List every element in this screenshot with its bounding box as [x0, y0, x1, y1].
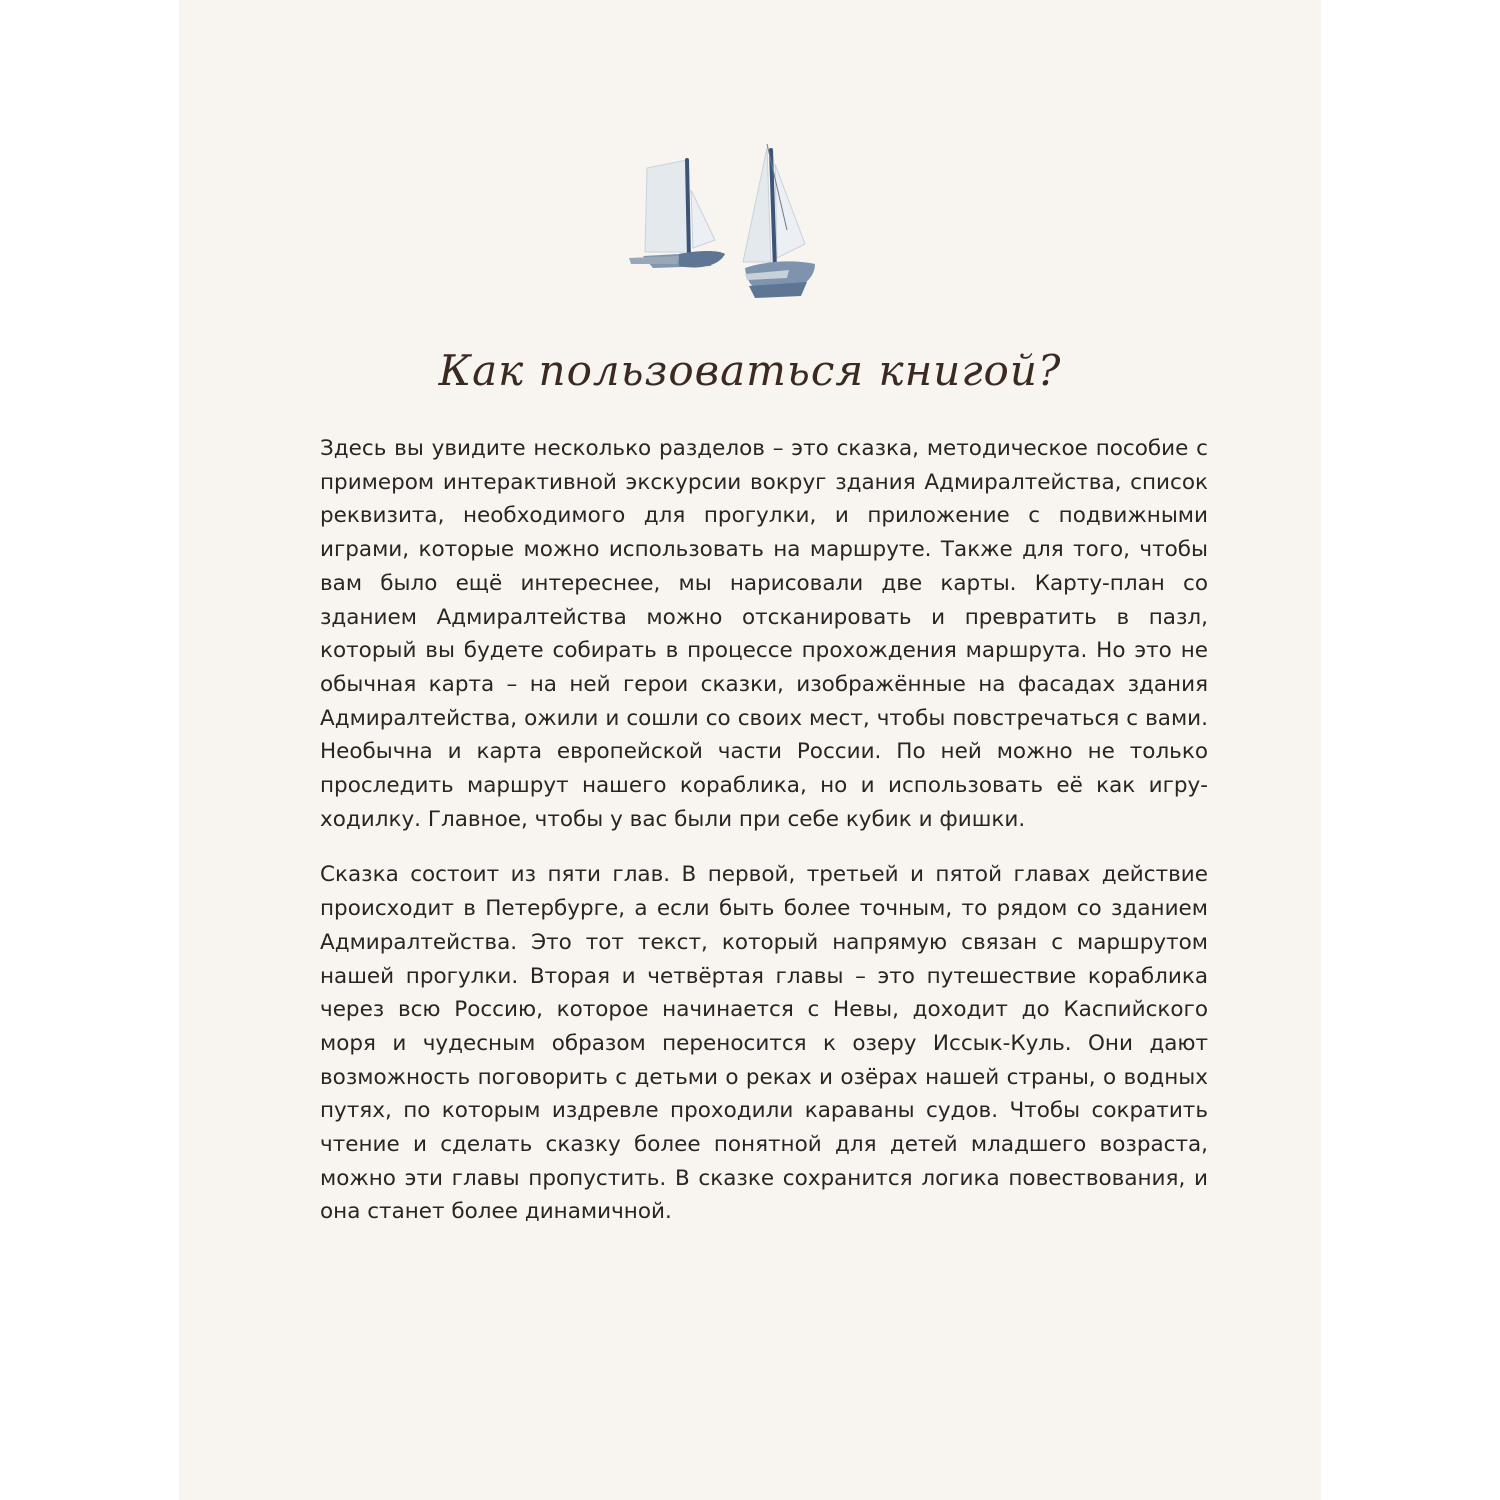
body-text — [320, 432, 1208, 1229]
left-sailboat — [629, 160, 725, 268]
page-title: Как пользоваться книгой? — [438, 346, 1062, 395]
right-sailboat — [743, 144, 815, 298]
paragraph: Сказка состоит из пяти глав. В первой, третьей и пятой главах действие происходит в Петербурге, а если быть более точным, то рядом со зданием Адмиралтейства. Это тот текст, который напрямую связан с маршрутом нашей прогулки. Вторая и четвёртая главы – это путешествие кораблика через всю Россию, которое начинается с Невы, доходит до Каспийского моря и чудесным образом переносится к озеру Иссык-Куль. Они дают возможность поговорить с детьми о реках и озёрах нашей страны, о водных путях, по которым издревле проходили караваны судов. Чтобы сократить чтение и сделать сказку более понятной для детей младшего возраста, можно эти главы пропустить. В сказке сохранится логика повествования, и она станет более динамичной. — [320, 862, 1208, 1225]
paragraph: Здесь вы увидите несколько разделов – это сказка, методическое пособие с примером интерактивной экскурсии вокруг здания Адмиралтейства, список реквизита, необходимого для прогулки, и приложение с подвижными играми, которые можно использовать на маршруте. Также для того, чтобы вам было ещё интереснее, мы нарисовали две карты. Карту-план со зданием Адмиралтейства можно отсканировать и превратить в пазл, который вы будете собирать в процессе прохождения маршрута. Но это не обычная карта – на ней герои сказки, изображённые на фасадах здания Адмиралтейства, ожили и сошли со своих мест, чтобы повстречаться с вами. Необычна и карта европейской части России. По ней можно не только проследить маршрут нашего кораблика, но и использовать её как игру-ходилку. Главное, чтобы у вас были при себе кубик и фишки. — [320, 436, 1208, 832]
two-sailboats-icon — [619, 140, 849, 310]
book-page — [179, 0, 1321, 1500]
